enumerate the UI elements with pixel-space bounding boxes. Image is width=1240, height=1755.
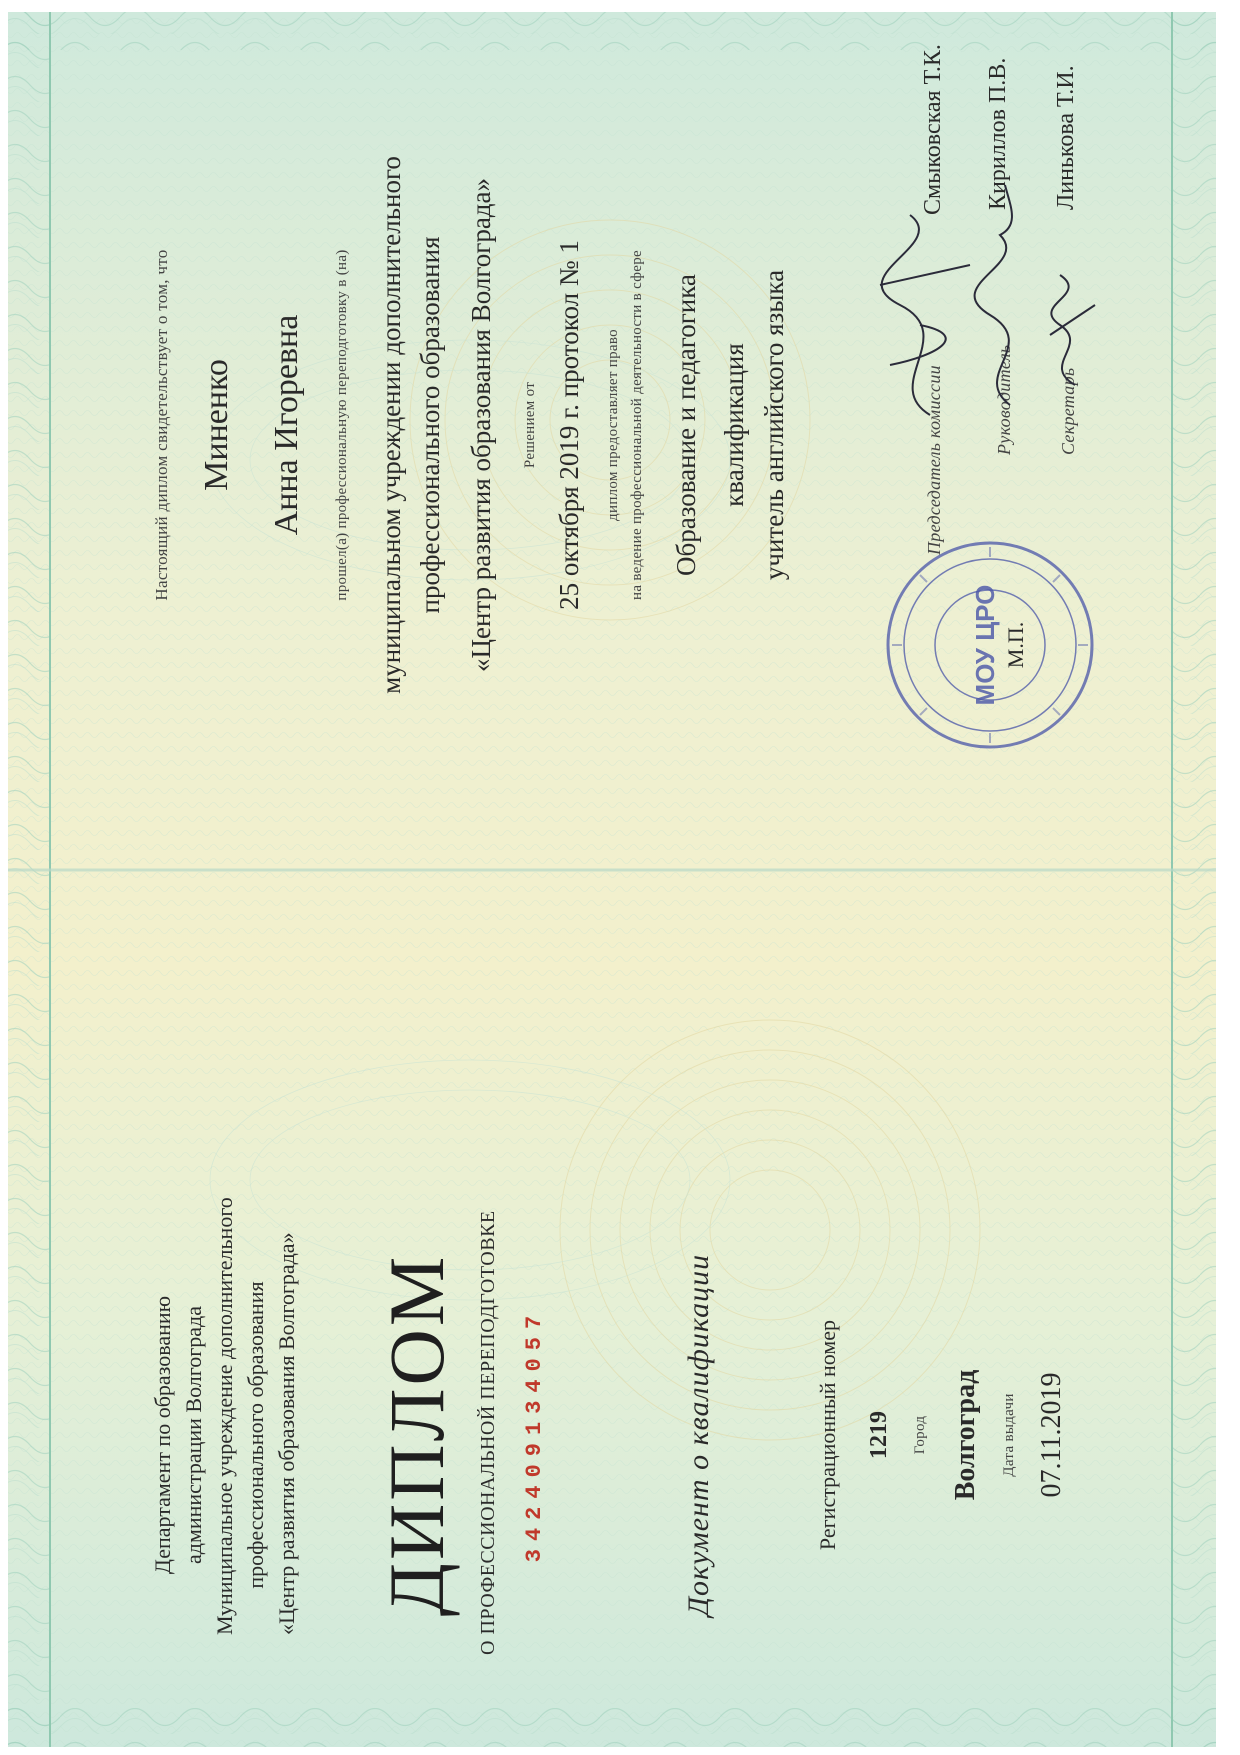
signature-role: Председатель комиссии (924, 365, 944, 555)
rights-line: на ведение профессиональной деятельности в сфере (629, 250, 645, 600)
reg-number: 1219 (866, 1411, 892, 1459)
issuer-line: «Центр развития образования Волгограда» (274, 1232, 299, 1635)
serial-number: 342409134057 (522, 1307, 547, 1563)
city: Волгоград (950, 1369, 981, 1501)
institution-line: профессионального образования (415, 236, 445, 614)
issuer-line: Департамент по образованию (150, 1295, 175, 1575)
issuer-line: профессионального образования (243, 1281, 268, 1589)
qualification: учитель английского языка (759, 269, 789, 581)
given-names: Анна Игоревна (268, 314, 305, 536)
issue-date: 07.11.2019 (1036, 1372, 1067, 1498)
issuer-line: администрации Волгограда (181, 1305, 206, 1565)
field-of-activity: Образование и педагогика (671, 274, 701, 576)
decision: 25 октября 2019 г. протокол № 1 (554, 240, 584, 610)
signature-role: Руководитель (994, 344, 1014, 455)
diploma-subtitle: О ПРОФЕССИОНАЛЬНОЙ ПЕРЕПОДГОТОВКЕ (477, 1210, 499, 1655)
reg-number-label: Регистрационный номер (815, 1319, 840, 1551)
institution-line: «Центр развития образования Волгограда» (466, 177, 496, 673)
diploma-title: ДИПЛОМ (373, 1253, 460, 1617)
rights-line: диплом предоставляет право (605, 329, 621, 521)
surname: Миненко (198, 359, 235, 491)
issue-date-label: Дата выдачи (1001, 1393, 1017, 1477)
qualification-label: квалификация (719, 343, 749, 507)
seal-mark: М.П. (1003, 621, 1028, 669)
passed-text: прошел(а) профессиональную переподготовку в (на) (334, 249, 350, 601)
intro-text: Настоящий диплом свидетельствует о том, что (152, 249, 171, 601)
signature-role: Секретарь (1058, 367, 1078, 455)
handwritten-signatures (860, 165, 1100, 425)
document-type: Документ о квалификации (682, 1253, 715, 1617)
institution-line: муниципальном учреждении дополнительного (376, 156, 406, 694)
signatory-name: Кириллов П.В. (985, 57, 1011, 210)
decision-label: Решением от (522, 381, 538, 469)
signatory-name: Линькова Т.И. (1053, 65, 1079, 210)
city-label: Город (912, 1415, 928, 1455)
issuer-line: Муниципальное учреждение дополнительного (212, 1197, 237, 1635)
seal-center: МОУ ЦРО (970, 584, 1000, 706)
signatory-name: Смыковская Т.К. (920, 44, 946, 215)
